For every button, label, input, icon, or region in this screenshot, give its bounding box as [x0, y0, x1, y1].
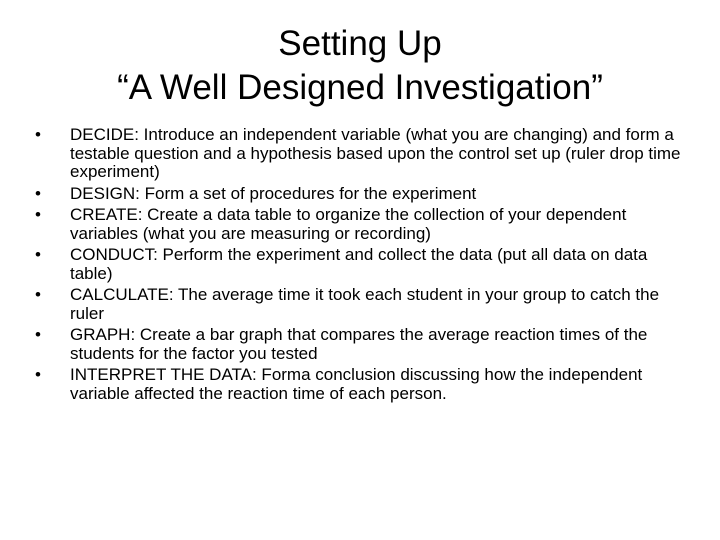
slide-title: [0, 22, 720, 110]
bullet-icon: •: [35, 205, 41, 224]
bullet-item-graph: [28, 326, 688, 363]
bullet-item-create: [28, 206, 688, 243]
title-line-2: “A Well Designed Investigation”: [117, 68, 603, 107]
title-line-1: Setting Up: [278, 24, 442, 63]
bullet-text: INTERPRET THE DATA: Forma conclusion discussing how the independent variable affected the reaction time of each person.: [70, 365, 643, 403]
bullet-icon: •: [35, 125, 41, 144]
bullet-item-calculate: [28, 286, 688, 323]
bullet-icon: •: [35, 325, 41, 344]
bullet-icon: •: [35, 365, 41, 384]
bullet-text: CALCULATE: The average time it took each student in your group to catch the ruler: [70, 285, 660, 323]
bullet-item-conduct: [28, 246, 688, 283]
bullet-icon: •: [35, 245, 41, 264]
bullet-text: DESIGN: Form a set of procedures for the experiment: [70, 183, 477, 203]
bullet-text: CONDUCT: Perform the experiment and collect the data (put all data on data table): [70, 245, 648, 283]
bullet-list: [28, 126, 688, 406]
bullet-icon: •: [35, 183, 41, 203]
bullet-item-design: [28, 185, 688, 204]
bullet-text: GRAPH: Create a bar graph that compares the average reaction times of the students for the factor you tested: [70, 325, 648, 363]
bullet-text: DECIDE: Introduce an independent variable (what you are changing) and form a testable question and a hypothesis based upon the control set up (ruler drop time experiment): [70, 125, 681, 181]
bullet-text: CREATE: Create a data table to organize the collection of your dependent variables (what you are measuring or recording): [70, 205, 627, 243]
bullet-icon: •: [35, 285, 41, 304]
bullet-item-interpret: [28, 366, 688, 403]
bullet-item-decide: [28, 126, 688, 182]
